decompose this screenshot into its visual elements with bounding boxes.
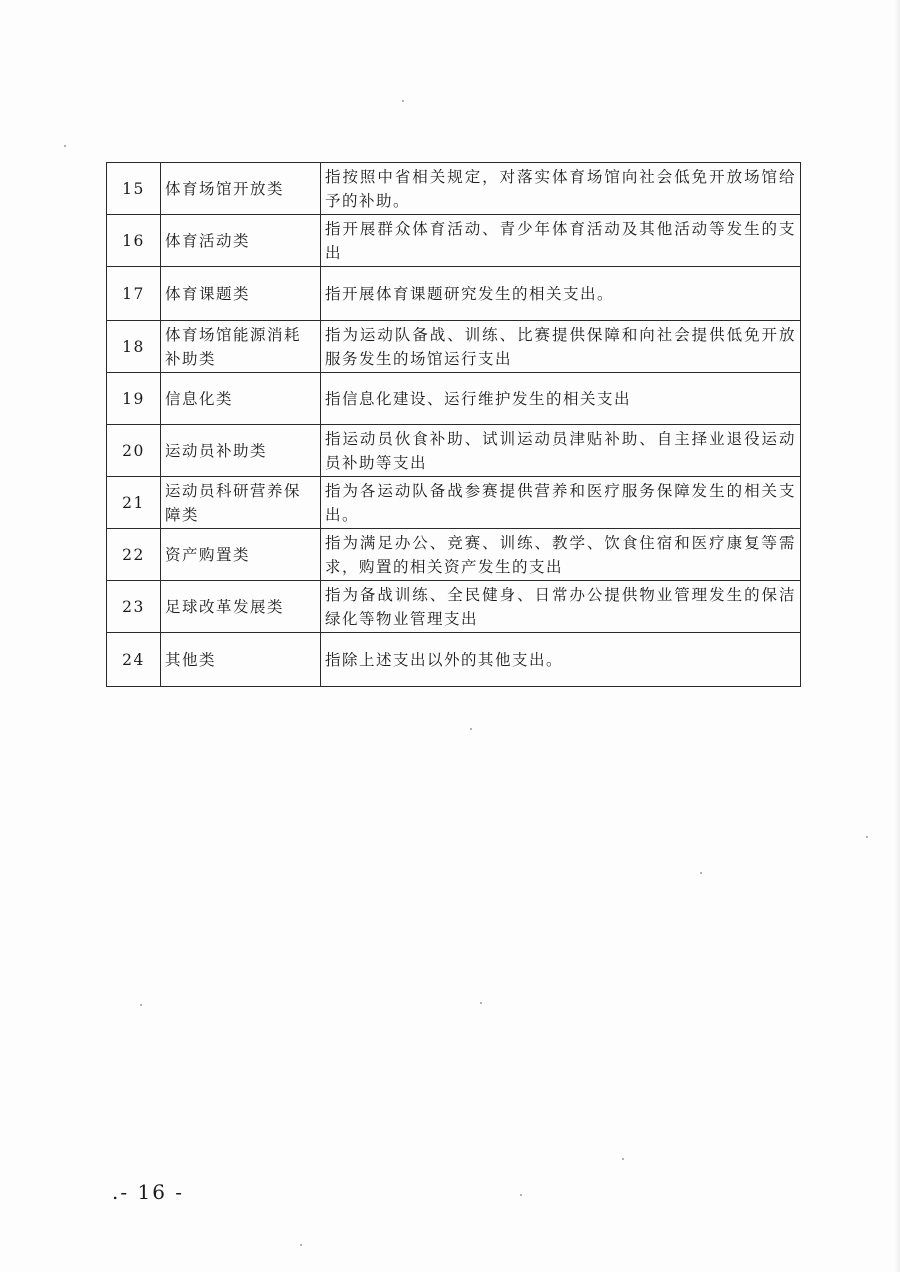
- table-row: [107, 633, 801, 687]
- scan-speck: [520, 1194, 522, 1196]
- scan-speck: [622, 1158, 624, 1160]
- table-row: [107, 321, 801, 373]
- category-description: 指运动员伙食补助、试训运动员津贴补助、自主择业退役运动员补助等支出: [321, 425, 801, 477]
- row-number: 18: [107, 321, 161, 373]
- row-number: 16: [107, 215, 161, 267]
- expense-category-table: [106, 162, 801, 687]
- category-description: 指开展体育课题研究发生的相关支出。: [321, 267, 801, 321]
- scan-speck: [866, 836, 868, 838]
- scan-speck: [300, 1244, 302, 1246]
- category-name: 信息化类: [161, 373, 321, 425]
- category-description: 指除上述支出以外的其他支出。: [321, 633, 801, 687]
- row-number: 17: [107, 267, 161, 321]
- scan-speck: [700, 872, 702, 874]
- scan-speck: [480, 1002, 482, 1004]
- table-row: [107, 215, 801, 267]
- category-name: 资产购置类: [161, 529, 321, 581]
- row-number: 15: [107, 163, 161, 215]
- table-row: [107, 425, 801, 477]
- category-description: 指为运动队备战、训练、比赛提供保障和向社会提供低免开放服务发生的场馆运行支出: [321, 321, 801, 373]
- table-row: [107, 477, 801, 529]
- category-name: 运动员科研营养保障类: [161, 477, 321, 529]
- scan-speck: [64, 145, 66, 147]
- category-description: 指按照中省相关规定，对落实体育场馆向社会低免开放场馆给予的补助。: [321, 163, 801, 215]
- table-row: [107, 267, 801, 321]
- table-row: [107, 529, 801, 581]
- category-name: 运动员补助类: [161, 425, 321, 477]
- row-number: 21: [107, 477, 161, 529]
- row-number: 20: [107, 425, 161, 477]
- row-number: 24: [107, 633, 161, 687]
- table-row: [107, 581, 801, 633]
- category-description: 指为满足办公、竞赛、训练、教学、饮食住宿和医疗康复等需求，购置的相关资产发生的支出: [321, 529, 801, 581]
- category-description: 指开展群众体育活动、青少年体育活动及其他活动等发生的支出: [321, 215, 801, 267]
- category-description: 指为各运动队备战参赛提供营养和医疗服务保障发生的相关支出。: [321, 477, 801, 529]
- category-name: 体育场馆能源消耗补助类: [161, 321, 321, 373]
- page-number: .- 16 -: [112, 1180, 185, 1204]
- table-row: [107, 163, 801, 215]
- scan-edge-shadow: [894, 0, 900, 1272]
- table-row: [107, 373, 801, 425]
- category-name: 体育课题类: [161, 267, 321, 321]
- row-number: 19: [107, 373, 161, 425]
- row-number: 22: [107, 529, 161, 581]
- category-name: 体育活动类: [161, 215, 321, 267]
- category-name: 足球改革发展类: [161, 581, 321, 633]
- category-name: 体育场馆开放类: [161, 163, 321, 215]
- row-number: 23: [107, 581, 161, 633]
- category-description: 指信息化建设、运行维护发生的相关支出: [321, 373, 801, 425]
- scan-speck: [470, 728, 472, 730]
- scan-speck: [140, 1004, 142, 1006]
- category-name: 其他类: [161, 633, 321, 687]
- category-description: 指为备战训练、全民健身、日常办公提供物业管理发生的保洁绿化等物业管理支出: [321, 581, 801, 633]
- scan-speck: [402, 100, 404, 102]
